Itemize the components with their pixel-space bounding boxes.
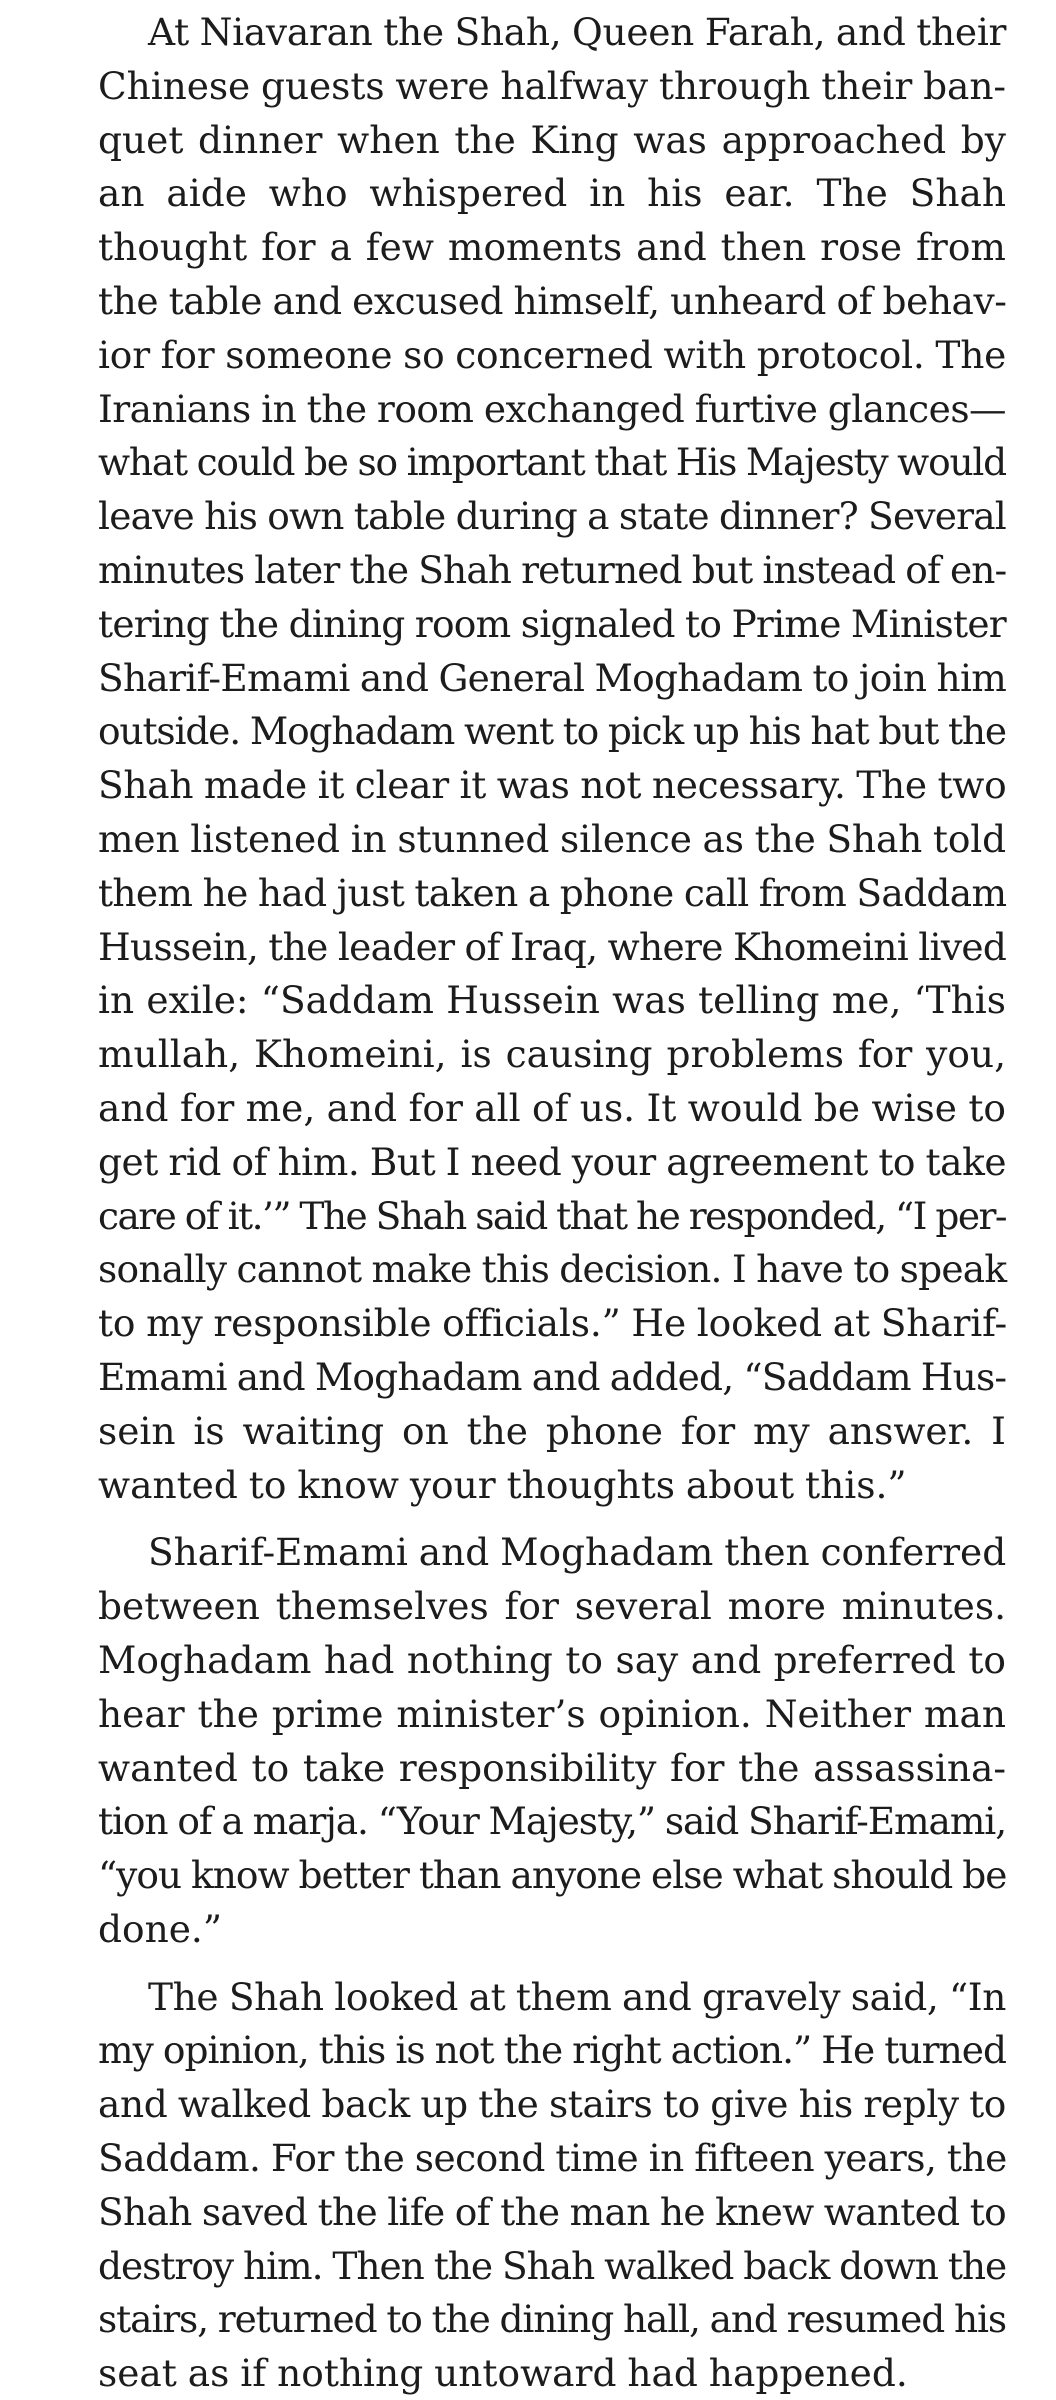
- text-line: “you know better than anyone else what should be: [98, 1853, 1007, 1898]
- text-line: mullah, Khomeini, is causing problems for you,: [98, 1032, 1006, 1077]
- text-line: thought for a few moments and then rose from: [98, 225, 1006, 270]
- text-line: tering the dining room signaled to Prime Minister: [98, 601, 1006, 646]
- text-line: Hussein, the leader of Iraq, where Khomeini lived: [98, 924, 1007, 969]
- text-line: stairs, returned to the dining hall, and resumed his: [98, 2297, 1006, 2342]
- text-line: outside. Moghadam went to pick up his hat but the: [98, 709, 1006, 754]
- text-line: my opinion, this is not the right action.” He turned: [98, 2028, 1007, 2073]
- text-line: get rid of him. But I need your agreement to take: [98, 1139, 1007, 1184]
- text-line: Shah saved the life of the man he knew wanted to: [98, 2189, 1006, 2234]
- text-line: an aide who whispered in his ear. The Shah: [98, 171, 1006, 216]
- text-line: what could be so important that His Majesty would: [98, 440, 1006, 485]
- text-line: in exile: “Saddam Hussein was telling me, ‘This: [98, 978, 1006, 1023]
- text-line: quet dinner when the King was approached by: [98, 117, 1006, 162]
- text-line: seat as if nothing untoward had happened.: [98, 2351, 908, 2396]
- text-line: the table and excused himself, unheard of behav-: [98, 278, 1007, 323]
- text-line: men listened in stunned silence as the Shah told: [98, 816, 1006, 861]
- text-line: Iranians in the room exchanged furtive glances—: [98, 386, 1006, 431]
- text-line: sonally cannot make this decision. I have to speak: [98, 1247, 1007, 1292]
- text-line: Sharif-Emami and General Moghadam to join him: [98, 655, 1007, 700]
- text-line: wanted to know your thoughts about this.”: [98, 1462, 907, 1507]
- text-line: leave his own table during a state dinner? Several: [98, 494, 1006, 539]
- text-line: hear the prime minister’s opinion. Neither man: [98, 1691, 1006, 1736]
- text-line: tion of a marja. “Your Majesty,” said Sharif-Emami,: [98, 1799, 1007, 1844]
- text-line: them he had just taken a phone call from Saddam: [98, 870, 1007, 915]
- text-line: done.”: [98, 1906, 223, 1951]
- paragraph: [48, 1971, 1006, 2400]
- text-line: Sharif-Emami and Moghadam then conferred: [148, 1530, 1007, 1575]
- text-line: care of it.’” The Shah said that he responded, “I per-: [98, 1193, 1006, 1238]
- text-line: ior for someone so concerned with protocol. The: [98, 332, 1007, 377]
- text-line: destroy him. Then the Shah walked back down the: [98, 2243, 1007, 2288]
- text-line: between themselves for several more minutes.: [98, 1584, 1006, 1629]
- text-line: sein is waiting on the phone for my answer. I: [98, 1408, 1006, 1453]
- text-line: to my responsible officials.” He looked at Sharif-: [98, 1301, 1008, 1346]
- text-line: At Niavaran the Shah, Queen Farah, and their: [148, 10, 1007, 54]
- text-line: The Shah looked at them and gravely said, “In: [148, 1974, 1006, 2019]
- text-line: Chinese guests were halfway through their ban-: [98, 63, 1007, 108]
- text-line: and walked back up the stairs to give his reply to: [98, 2082, 1006, 2127]
- text-line: Moghadam had nothing to say and preferred to: [98, 1637, 1006, 1682]
- text-line: Emami and Moghadam and added, “Saddam Hus-: [98, 1354, 1007, 1399]
- body-text: [48, 6, 1006, 2400]
- text-line: minutes later the Shah returned but instead of en-: [98, 547, 1007, 592]
- text-line: and for me, and for all of us. It would be wise to: [98, 1085, 1006, 1130]
- paragraph: [48, 1526, 1006, 1956]
- paragraph: [48, 6, 1006, 1512]
- text-line: wanted to take responsibility for the assassina-: [98, 1745, 1006, 1790]
- text-line: Shah made it clear it was not necessary. The two: [98, 763, 1007, 808]
- text-line: Saddam. For the second time in fifteen years, the: [98, 2136, 1007, 2181]
